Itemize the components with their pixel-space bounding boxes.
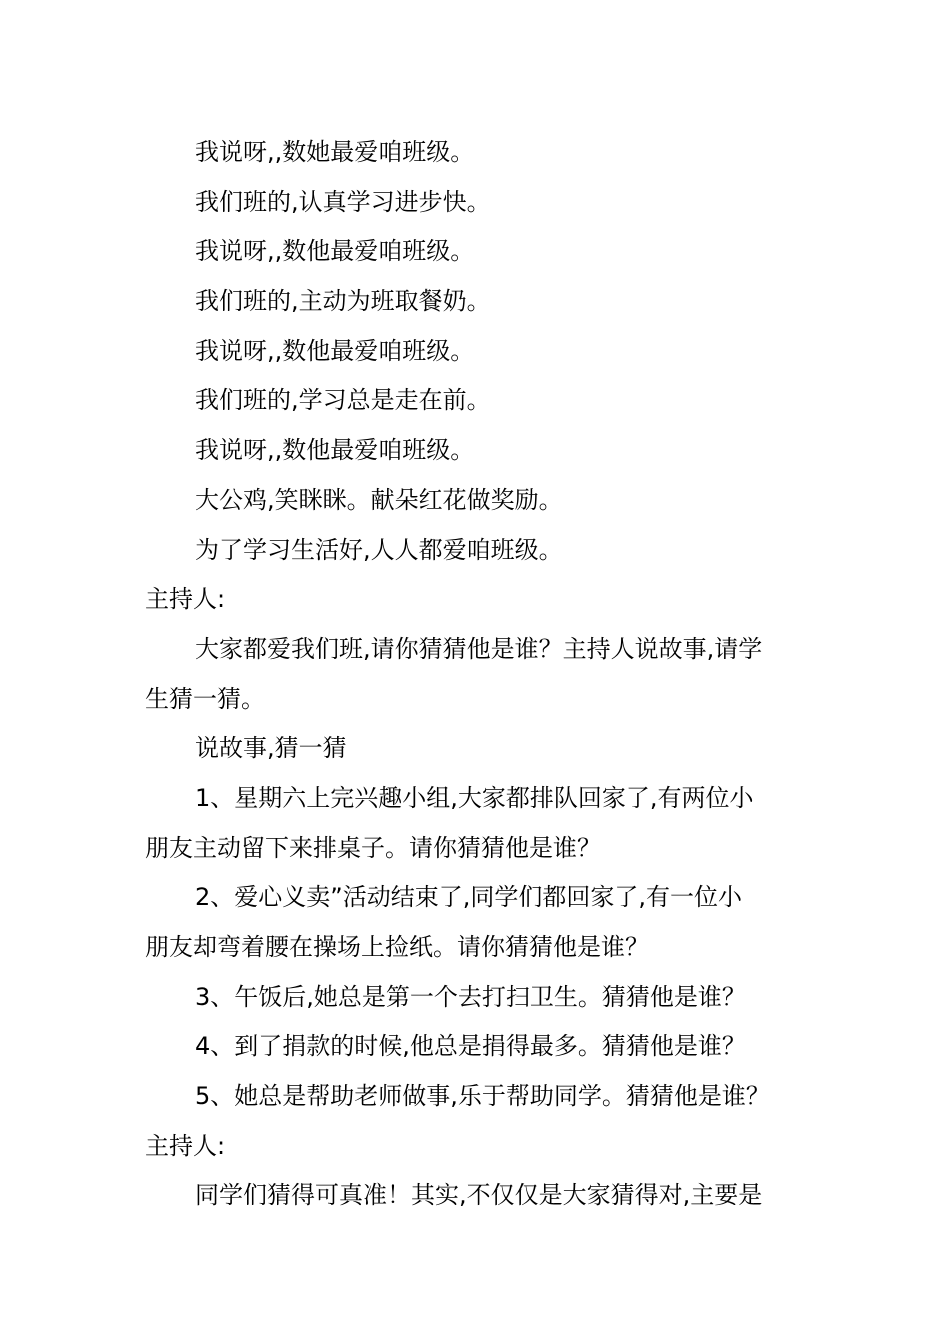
riddle-item: 5、她总是帮助老师做事,乐于帮助同学。猜猜他是谁？ bbox=[195, 1082, 770, 1111]
poem-line: 我们班的,认真学习进步快。 bbox=[195, 187, 491, 216]
paragraph-line: 同学们猜得可真准！其实,不仅仅是大家猜得对,主要是 bbox=[195, 1181, 763, 1210]
riddle-item: 1、星期六上完兴趣小组,大家都排队回家了,有两位小 bbox=[195, 783, 754, 812]
paragraph-line: 大家都爱我们班,请你猜猜他是谁？主持人说故事,请学 bbox=[195, 634, 763, 663]
poem-line: 我说呀,,数他最爱咱班级。 bbox=[195, 237, 475, 266]
document-body bbox=[145, 128, 815, 1221]
poem-line: 我们班的,学习总是走在前。 bbox=[195, 386, 491, 415]
riddle-item: 2、爱心义卖”活动结束了,同学们都回家了,有一位小 bbox=[195, 883, 742, 912]
speaker-label: 主持人: bbox=[145, 585, 226, 614]
paragraph-line: 生猜一猜。 bbox=[145, 684, 265, 713]
poem-line: 大公鸡,笑眯眯。献朵红花做奖励。 bbox=[195, 485, 563, 514]
poem-line: 我说呀,,数她最爱咱班级。 bbox=[195, 138, 475, 166]
poem-line: 我说呀,,数他最爱咱班级。 bbox=[195, 336, 475, 365]
riddle-item: 3、午饭后,她总是第一个去打扫卫生。猜猜他是谁？ bbox=[195, 982, 746, 1011]
riddle-item-continued: 朋友却弯着腰在操场上捡纸。请你猜猜他是谁？ bbox=[145, 933, 649, 961]
poem-line: 我说呀,,数他最爱咱班级。 bbox=[195, 436, 475, 465]
section-heading: 说故事,猜一猜 bbox=[195, 734, 347, 763]
poem-line: 为了学习生活好,人人都爱咱班级。 bbox=[195, 535, 563, 564]
speaker-label: 主持人: bbox=[145, 1131, 226, 1160]
poem-line: 我们班的,主动为班取餐奶。 bbox=[195, 287, 491, 316]
riddle-item: 4、到了捐款的时候,他总是捐得最多。猜猜他是谁？ bbox=[195, 1032, 746, 1061]
riddle-item-continued: 朋友主动留下来排桌子。请你猜猜他是谁？ bbox=[145, 833, 601, 862]
